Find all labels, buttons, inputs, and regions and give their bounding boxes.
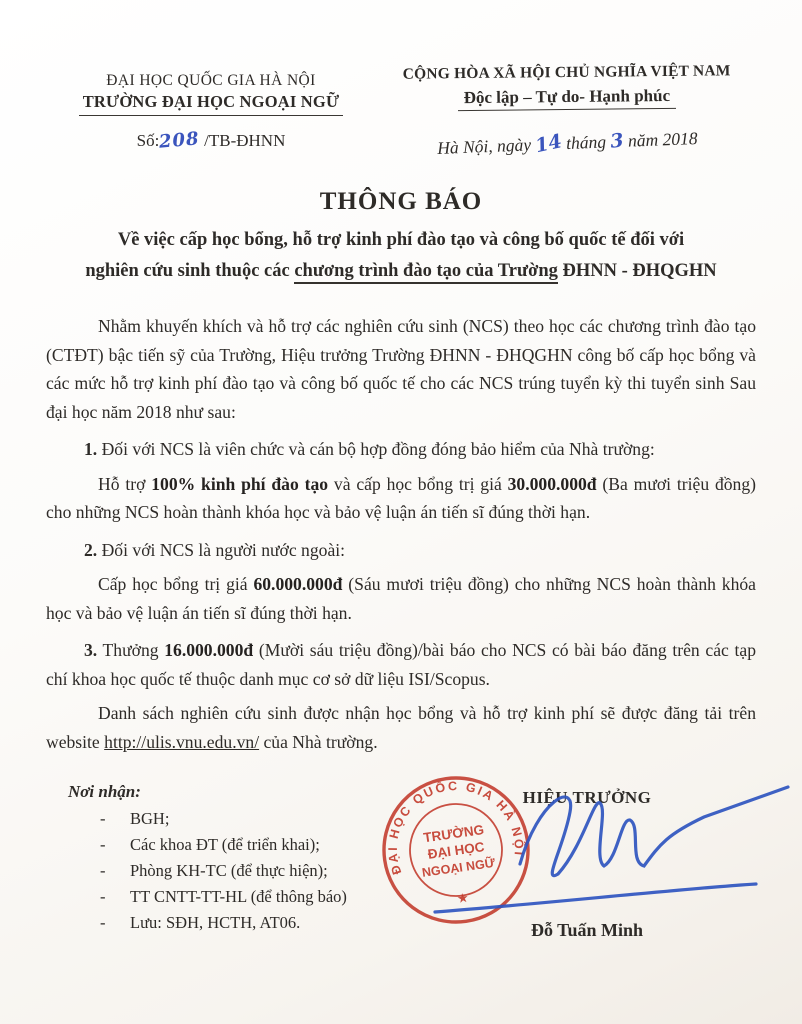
item-1-text: Hỗ trợ [98,473,152,494]
document-header [46,62,756,158]
stamp-center-line3: NGOẠI NGỮ [421,855,496,880]
subtitle-line2 [46,256,756,287]
stamp-center-line2: ĐẠI HỌC [426,839,486,862]
item-3-text2: (Mười sáu triệu đồng)/bài báo cho NCS có bài báo đăng trên các tạp chí khoa học quốc tế thuộc danh mục cơ sở dữ liệu ISI/Scopus. [46,640,756,689]
item-2-paragraph [46,570,756,627]
signer-name: Đỗ Tuấn Minh [530,920,644,941]
org-name: TRƯỜNG ĐẠI HỌC NGOẠI NGỮ [79,90,344,116]
date-day-handwritten: 14 [533,130,564,158]
subtitle-line1: Về việc cấp học bổng, hỗ trợ kinh phí đào tạo và công bố quốc tế đối với [117,230,685,250]
item-1-heading-text: Đối với NCS là viên chức và cán bộ hợp đồng đóng bảo hiểm của Nhà trường: [97,439,655,460]
list-item: - TT CNTT-TT-HL (để thông báo) [68,884,418,910]
item-1-number: 1. [84,439,98,460]
date-month-handwritten: 3 [609,129,625,153]
stamp-ring-text: ĐẠI HỌC QUỐC GIA HÀ NỘI [385,778,527,877]
place-date-line [378,125,757,161]
item-2-bold-amount: 60.000.000đ [253,574,343,595]
closing-text: Danh sách nghiên cứu sinh được nhận học bổng và hỗ trợ kinh phí sẽ được đăng tải trên website [46,703,756,752]
list-item: - Lưu: SĐH, HCTH, AT06. [68,910,418,936]
date-pre: Hà Nội, ngày [436,134,536,158]
item-2-number: 2. [84,539,98,560]
item-3-text: Thưởng [97,640,165,661]
official-stamp [363,757,548,942]
item-3-paragraph [46,636,756,693]
item-1-heading [46,435,756,464]
subtitle-line2-post: ĐHNN - ĐHQGHN [557,260,717,281]
country-title: CỘNG HÒA XÃ HỘI CHỦ NGHĨA VIỆT NAM [402,62,731,83]
document-subtitle [46,225,756,286]
item-1-bold-amount: 30.000.000đ [507,473,597,494]
issuing-org-block [46,64,376,151]
item-3-bold-amount: 16.000.000đ [164,640,254,661]
doc-number-prefix: Số: [136,131,160,150]
item-2-heading [46,536,756,565]
list-item: - Các khoa ĐT (để triển khai); [68,832,418,858]
national-motto-block [378,62,757,156]
item-2-text: Cấp học bổng trị giá [98,574,254,595]
list-item: - Phòng KH-TC (để thực hiện); [68,858,418,884]
subtitle-underlined-part: chương trình đào tạo của Trường [294,261,558,284]
date-mid: tháng [561,131,611,154]
closing-paragraph [46,699,756,756]
recipients-block [46,782,418,941]
closing-text2: của Nhà trường. [259,731,378,752]
document-body [46,312,756,756]
website-link[interactable]: http://ulis.vnu.edu.vn/ [104,731,260,752]
recipients-label: Nơi nhận: [68,782,141,802]
doc-number-suffix: /TB-ĐHNN [199,131,286,150]
item-1-text3: (Ba mươi triệu đồng) cho những NCS hoàn thành khóa học và bảo vệ luận án tiến sĩ đúng thời hạn. [46,473,756,523]
item-2-heading-text: Đối với NCS là người nước ngoài: [97,539,346,560]
stamp-center-line1: TRƯỜNG [422,821,485,846]
title-block [46,188,756,286]
date-post: năm 2018 [623,128,698,151]
motto: Độc lập – Tự do- Hạnh phúc [458,84,677,111]
item-3-number: 3. [84,640,98,661]
list-item: - BGH; [68,806,418,832]
recipients-list [68,806,418,936]
intro-paragraph: Nhằm khuyến khích và hỗ trợ các nghiên cứu sinh (NCS) theo học các chương trình đào tạo (CTĐT) bậc tiến sỹ của Trường, Hiệu trưởng Trường ĐHNN - ĐHQGHN công bố cấp học bổng và các mức hỗ trợ kinh phí đào tạo và công bố quốc tế cho các NCS trúng tuyển kỳ thi tuyển sinh Sau đại học năm 2018 như sau: [46,316,756,422]
stamp-star-icon: ★ [455,889,470,907]
document-number-line [46,130,376,151]
item-2-text2: (Sáu mươi triệu đồng) cho những NCS hoàn thành khóa học và bảo vệ luận án tiến sĩ đúng thời hạn. [46,574,756,623]
document-title: THÔNG BÁO [319,188,483,215]
item-1-bold-tuition: 100% kinh phí đào tạo [151,473,329,494]
signer-title: HIỆU TRƯỞNG [522,788,652,808]
parent-org-name: ĐẠI HỌC QUỐC GIA HÀ NỘI [106,72,316,89]
item-1-text2: và cấp học bổng trị giá [328,473,508,494]
doc-number-handwritten: 208 [158,128,201,153]
item-1-paragraph [46,470,756,527]
subtitle-line2-pre: nghiên cứu sinh thuộc các [85,260,295,281]
